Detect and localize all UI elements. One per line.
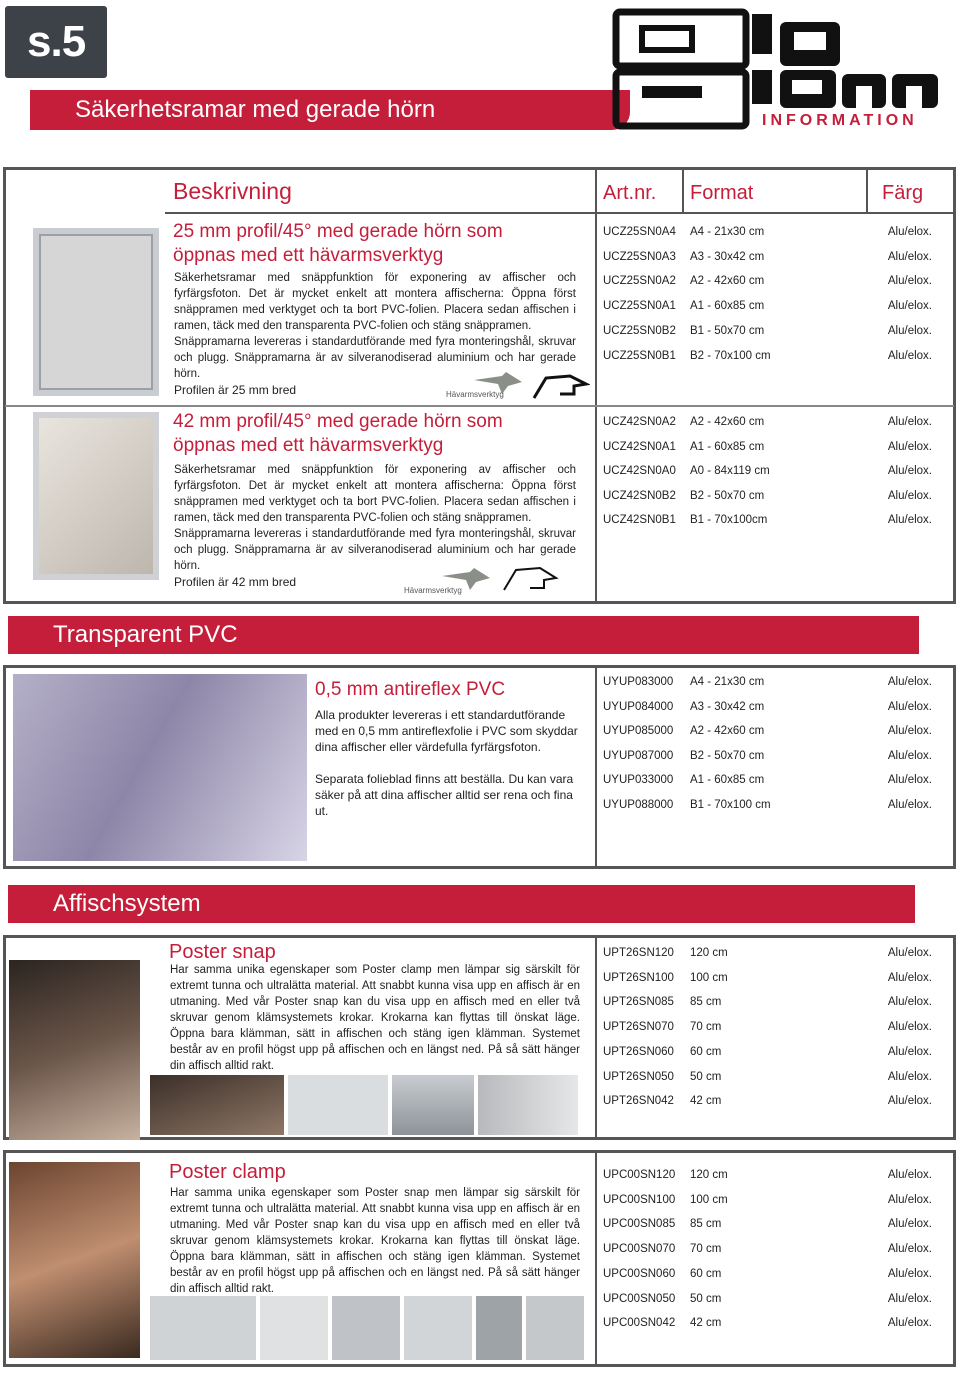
format-value: 60 cm <box>690 1045 722 1058</box>
section-title-safety-frames: Säkerhetsramar med gerade hörn <box>30 90 630 130</box>
color-value: Alu/elox. <box>887 465 932 477</box>
color-value: Alu/elox. <box>887 799 932 811</box>
header-format: Format <box>690 182 754 204</box>
detail-image-clamp-4 <box>404 1296 472 1360</box>
format-value: B1 - 70x100cm <box>690 514 768 526</box>
color-value: Alu/elox. <box>887 440 932 453</box>
article-number: UPC00SN100 <box>603 1193 676 1206</box>
format-value: 100 cm <box>690 1193 728 1206</box>
format-value: A2 - 42x60 cm <box>690 275 765 288</box>
format-value: 60 cm <box>690 1267 722 1280</box>
color-value: Alu/elox. <box>887 1045 932 1058</box>
product-image-pvc-application <box>13 674 307 861</box>
product-title: Poster snap <box>169 941 276 963</box>
article-number: UCZ42SN0A2 <box>603 416 676 428</box>
color-value: Alu/elox. <box>887 1243 932 1256</box>
color-value: Alu/elox. <box>887 749 932 762</box>
article-number: UPC00SN042 <box>603 1317 676 1330</box>
logo-tagline: INFORMATION <box>762 112 918 129</box>
color-value: Alu/elox. <box>887 300 932 313</box>
color-value: Alu/elox. <box>887 1095 932 1108</box>
color-value: Alu/elox. <box>887 1267 932 1280</box>
color-value: Alu/elox. <box>887 774 932 787</box>
article-number: UYUP084000 <box>603 700 674 713</box>
product-title: 42 mm profil/45° med gerade hörn som öppnas med ett hävarmsverktyg <box>173 411 503 456</box>
format-value: A1 - 60x85 cm <box>690 440 765 453</box>
format-value: 85 cm <box>690 1218 722 1231</box>
product-description: Säkerhetsramar med snäppfunktion för exponering av affischer och fyrfärgsfoton. Det är mycket enkelt att montera affischerna: Öppna först snäppramen med verktyget och ta bort PVC-folien. Placera sedan affischen i ramen, täck med den transparenta PVC-folien och stäng snäppramen. <box>174 464 576 524</box>
format-value: 85 cm <box>690 996 722 1009</box>
article-number: UPC00SN120 <box>603 1169 676 1181</box>
article-number: UCZ25SN0A1 <box>603 300 676 313</box>
section-title-transparent-pvc: Transparent PVC <box>8 616 919 654</box>
product-description: Alla produkter levereras i ett standardutförande med en 0,5 mm antireflexfolie i PVC som skyddar dina affischer eller värdefulla fyrfärgsfoton. <box>315 708 578 754</box>
format-value: 70 cm <box>690 1243 722 1256</box>
format-value: B1 - 50x70 cm <box>690 324 765 337</box>
big-sign-logo <box>612 8 944 132</box>
format-value: A4 - 21x30 cm <box>690 676 765 688</box>
header-art-number: Art.nr. <box>603 182 657 204</box>
product-image-poster-clamp <box>9 1162 140 1358</box>
article-number: UCZ25SN0A3 <box>603 250 676 263</box>
article-number: UCZ42SN0B2 <box>603 489 676 502</box>
article-number: UPC00SN085 <box>603 1218 676 1231</box>
detail-image-clamp-5 <box>476 1296 522 1360</box>
product-image-poster-snap <box>9 960 140 1140</box>
color-value: Alu/elox. <box>887 1021 932 1034</box>
color-value: Alu/elox. <box>887 1317 932 1330</box>
color-value: Alu/elox. <box>887 1070 932 1083</box>
detail-image-snap-4 <box>478 1075 578 1135</box>
article-number: UCZ25SN0A2 <box>603 275 676 288</box>
lever-tool-label: Hävarmsverktyg <box>404 586 462 595</box>
color-value: Alu/elox. <box>887 250 932 263</box>
color-value: Alu/elox. <box>887 947 932 959</box>
profile-25mm-icon <box>530 372 590 407</box>
detail-image-snap-1 <box>150 1075 284 1135</box>
profile-42mm-icon <box>500 564 560 599</box>
article-number: UPC00SN050 <box>603 1292 676 1305</box>
article-number: UPT26SN070 <box>603 1021 674 1034</box>
article-number: UCZ42SN0B1 <box>603 514 676 526</box>
product-title: 25 mm profil/45° med gerade hörn som öppnas med ett hävarmsverktyg <box>173 221 503 266</box>
color-value: Alu/elox. <box>887 514 932 526</box>
color-value: Alu/elox. <box>887 1292 932 1305</box>
detail-image-snap-2 <box>288 1075 388 1135</box>
header-color: Färg <box>882 182 924 204</box>
color-value: Alu/elox. <box>887 489 932 502</box>
product-description-2: Snäppramarna levereras i standardutförande med fyra monteringshål, skruvar och plugg. Snäppramarna är av silveranodiserad aluminium och har gerade hörn. <box>174 336 576 380</box>
color-value: Alu/elox. <box>887 971 932 984</box>
article-number: UPT26SN100 <box>603 971 674 984</box>
color-value: Alu/elox. <box>887 324 932 337</box>
detail-image-clamp-2 <box>260 1296 328 1360</box>
color-value: Alu/elox. <box>887 1169 932 1181</box>
color-value: Alu/elox. <box>887 349 932 362</box>
color-value: Alu/elox. <box>887 676 932 688</box>
format-value: A2 - 42x60 cm <box>690 416 765 428</box>
article-number: UCZ25SN0A4 <box>603 226 676 238</box>
product-image-frame-42mm <box>33 412 159 580</box>
format-value: A3 - 30x42 cm <box>690 700 765 713</box>
format-value: 50 cm <box>690 1292 722 1305</box>
article-number: UCZ25SN0B2 <box>603 324 676 337</box>
article-number: UPT26SN042 <box>603 1095 674 1108</box>
product-title: Poster clamp <box>169 1161 286 1183</box>
detail-image-snap-3 <box>392 1075 474 1135</box>
format-value: B2 - 50x70 cm <box>690 489 765 502</box>
article-number: UCZ42SN0A0 <box>603 465 676 477</box>
detail-image-clamp-6 <box>526 1296 584 1360</box>
profile-note: Profilen är 25 mm bred <box>174 383 297 397</box>
article-number: UYUP085000 <box>603 725 674 738</box>
format-value: A0 - 84x119 cm <box>690 465 770 477</box>
detail-image-clamp-3 <box>332 1296 400 1360</box>
format-value: A1 - 60x85 cm <box>690 300 765 313</box>
color-value: Alu/elox. <box>887 1218 932 1231</box>
color-value: Alu/elox. <box>887 725 932 738</box>
format-value: B1 - 70x100 cm <box>690 799 771 811</box>
format-value: 42 cm <box>690 1317 722 1330</box>
article-number: UCZ42SN0A1 <box>603 440 676 453</box>
profile-note: Profilen är 42 mm bred <box>174 575 297 589</box>
header-description: Beskrivning <box>173 178 292 204</box>
format-value: A2 - 42x60 cm <box>690 725 765 738</box>
format-value: 42 cm <box>690 1095 722 1108</box>
article-number: UPT26SN085 <box>603 996 674 1009</box>
color-value: Alu/elox. <box>887 996 932 1009</box>
color-value: Alu/elox. <box>887 416 932 428</box>
product-description: Säkerhetsramar med snäppfunktion för exponering av affischer och fyrfärgsfoton. Det är mycket enkelt att montera affischerna: Öppna först snäppramen med verktyget och ta bort PVC-folien. Placera sedan affischen i ramen, täck med den transparenta PVC-folien och stäng snäppramen. <box>174 272 576 332</box>
article-number: UYUP033000 <box>603 774 674 787</box>
detail-image-clamp-1 <box>150 1296 256 1360</box>
color-value: Alu/elox. <box>887 700 932 713</box>
page-number-badge: s.5 <box>5 6 107 78</box>
article-number: UPT26SN060 <box>603 1045 674 1058</box>
format-value: 100 cm <box>690 971 728 984</box>
lever-tool-label: Hävarmsverktyg <box>446 390 504 399</box>
article-number: UYUP083000 <box>603 676 674 688</box>
article-number: UPT26SN050 <box>603 1070 674 1083</box>
format-value: 120 cm <box>690 1169 728 1181</box>
product-description-2: Snäppramarna levereras i standardutförande med fyra monteringshål, skruvar och plugg. Snäppramarna är av silveranodiserad aluminium och har gerade hörn. <box>174 528 576 572</box>
article-number: UPC00SN060 <box>603 1267 676 1280</box>
format-value: 120 cm <box>690 947 728 959</box>
format-value: 70 cm <box>690 1021 722 1034</box>
format-value: 50 cm <box>690 1070 722 1083</box>
section-title-poster-systems: Affischsystem <box>8 885 915 923</box>
product-description: Har samma unika egenskaper som Poster clamp men lämpar sig särskilt för extremt tunna och ultralätta material. Att snabbt kunna visa upp en affisch är en utmaning. Med vår Poster snap kan du visa upp en affisch med en eller två skruvar genom klämsystemets krokar. Krokarna kan flyttas till önskat läge. Öppna bara klämman, sätt in affischen och stäng igen klämman. Systemet består av en profil högst upp på affischen och en längst ned. På så sätt hänger din affisch alltid rakt. <box>170 964 580 1072</box>
color-value: Alu/elox. <box>887 226 932 238</box>
format-value: A3 - 30x42 cm <box>690 250 765 263</box>
color-value: Alu/elox. <box>887 275 932 288</box>
article-number: UCZ25SN0B1 <box>603 349 676 362</box>
format-value: A4 - 21x30 cm <box>690 226 765 238</box>
product-description-2: Separata folieblad finns att beställa. Du kan vara säker på att dina affischer alltid ser rena och fina ut. <box>315 772 574 818</box>
format-value: B2 - 50x70 cm <box>690 749 765 762</box>
format-value: B2 - 70x100 cm <box>690 349 771 362</box>
article-number: UPT26SN120 <box>603 947 674 959</box>
product-image-frame-25mm <box>33 228 159 396</box>
article-number: UPC00SN070 <box>603 1243 676 1256</box>
product-title: 0,5 mm antireflex PVC <box>315 679 506 700</box>
article-number: UYUP088000 <box>603 799 674 811</box>
color-value: Alu/elox. <box>887 1193 932 1206</box>
article-number: UYUP087000 <box>603 749 674 762</box>
format-value: A1 - 60x85 cm <box>690 774 765 787</box>
product-description: Har samma unika egenskaper som Poster snap men lämpar sig särskilt för extremt tunna och ultralätta material. Att snabbt kunna visa upp en affisch är en utmaning. Med vår Poster snap kan du visa upp en affisch med en eller två skruvar genom klämsystemets krokar. Krokarna kan flyttas till önskat läge. Öppna bara klämman, sätt in affischen och stäng igen klämman. Systemet består av en profil högst upp på affischen och en längst ned. På så sätt hänger din affisch alltid rakt. <box>170 1187 580 1295</box>
